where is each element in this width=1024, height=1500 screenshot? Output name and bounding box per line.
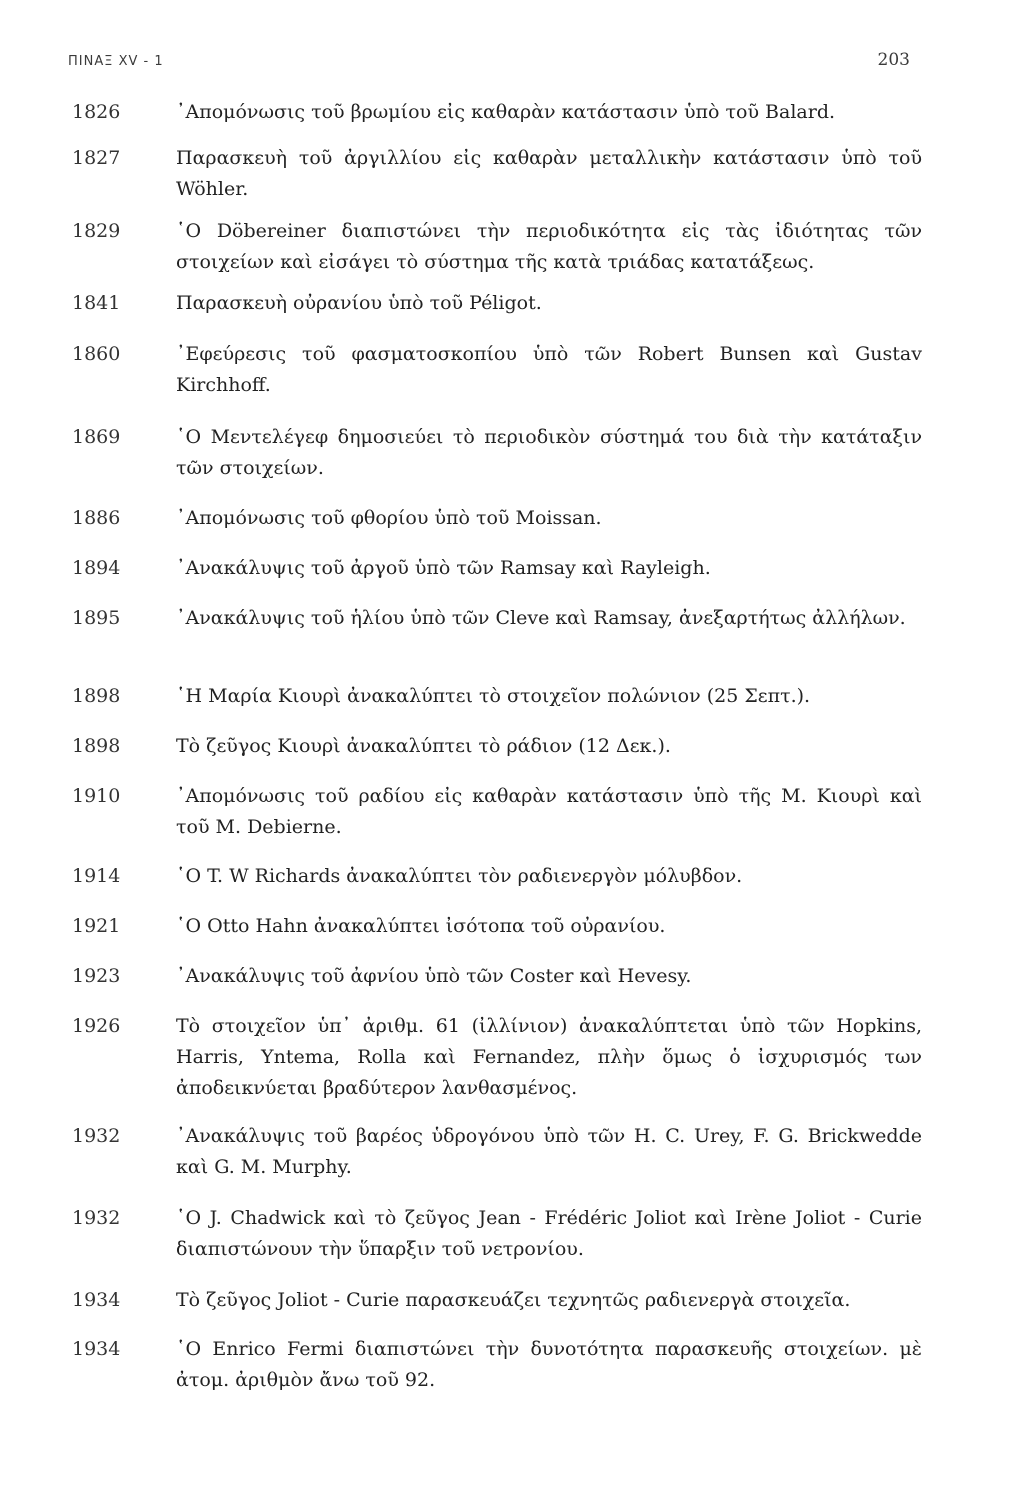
timeline-entry: [72, 861, 922, 892]
entry-text: ῾Ο J. Chadwick καὶ τὸ ζεῦγος Jean - Frédéric Joliot καὶ Irène Joliot - Curie διαπιστώνουν τὴν ὕπαρξιν τοῦ νετρονίου.: [176, 1207, 922, 1260]
entry-text: ᾿Ανακάλυψις τοῦ ἀφνίου ὑπὸ τῶν Coster καὶ Hevesy.: [176, 965, 692, 987]
entry-year: 1841: [72, 292, 121, 314]
timeline-entry: [72, 1334, 922, 1396]
entry-text: ῾Ο Döbereiner διαπιστώνει τὴν περιοδικότητα εἰς τὰς ἰδιότητας τῶν στοιχείων καὶ εἰσάγει τὸ σύστημα τῆς κατὰ τριάδας κατατάξεως.: [176, 220, 922, 273]
entry-year: 1934: [72, 1289, 121, 1311]
entry-year: 1898: [72, 735, 121, 757]
timeline-entry: [72, 553, 922, 584]
timeline-entry: [72, 216, 922, 278]
entry-year: 1860: [72, 343, 121, 365]
entry-year: 1898: [72, 685, 121, 707]
entry-year: 1826: [72, 101, 121, 123]
entry-text: ᾿Ανακάλυψις τοῦ ἡλίου ὑπὸ τῶν Cleve καὶ Ramsay, ἀνεξαρτήτως ἀλλήλων.: [176, 607, 906, 629]
entry-year: 1886: [72, 507, 121, 529]
timeline-entry: [72, 1121, 922, 1183]
entry-text: Παρασκευὴ τοῦ ἀργιλλίου εἰς καθαρὰν μεταλλικὴν κατάστασιν ὑπὸ τοῦ Wöhler.: [176, 147, 922, 200]
entry-text: Παρασκευὴ οὐρανίου ὑπὸ τοῦ Péligot.: [176, 292, 542, 314]
timeline-entry: [72, 339, 922, 401]
timeline-entry: [72, 1285, 922, 1316]
entry-year: 1829: [72, 220, 121, 242]
timeline-entry: [72, 1203, 922, 1265]
timeline-entry: [72, 961, 922, 992]
entry-year: 1910: [72, 785, 121, 807]
entry-year: 1827: [72, 147, 121, 169]
timeline-entry: [72, 1011, 922, 1104]
entry-year: 1932: [72, 1125, 121, 1147]
entry-year: 1869: [72, 426, 121, 448]
entry-year: 1914: [72, 865, 121, 887]
timeline-entry: [72, 731, 922, 762]
entry-text: ᾿Ανακάλυψις τοῦ βαρέος ὑδρογόνου ὑπὸ τῶν H. C. Urey, F. G. Brickwedde καὶ G. M. Murphy.: [176, 1125, 922, 1178]
entry-text: ᾿Εφεύρεσις τοῦ φασματοσκοπίου ὑπὸ τῶν Robert Bunsen καὶ Gustav Kirchhoff.: [176, 343, 922, 396]
timeline-entry: [72, 911, 922, 942]
entry-text: ᾿Ανακάλυψις τοῦ ἀργοῦ ὑπὸ τῶν Ramsay καὶ Rayleigh.: [176, 557, 711, 579]
entry-text: ῾Ο T. W Richards ἀνακαλύπτει τὸν ραδιενεργὸν μόλυβδον.: [176, 865, 743, 887]
timeline-entry: [72, 781, 922, 843]
entry-text: Τὸ ζεῦγος Joliot - Curie παρασκευάζει τεχνητῶς ραδιενεργὰ στοιχεῖα.: [176, 1289, 851, 1311]
entry-year: 1926: [72, 1015, 121, 1037]
entry-year: 1923: [72, 965, 121, 987]
entry-text: ῾Ο Μεντελέγεφ δημοσιεύει τὸ περιοδικὸν σύστημά του διὰ τὴν κατάταξιν τῶν στοιχείων.: [176, 426, 922, 479]
timeline-entry: [72, 603, 922, 634]
entry-text: Τὸ ζεῦγος Κιουρὶ ἀνακαλύπτει τὸ ράδιον (12 Δεκ.).: [176, 735, 671, 757]
entry-text: ῾Η Μαρία Κιουρὶ ἀνακαλύπτει τὸ στοιχεῖον πολώνιον (25 Σεπτ.).: [176, 685, 811, 707]
entry-text: ᾿Απομόνωσις τοῦ ραδίου εἰς καθαρὰν κατάστασιν ὑπὸ τῆς Μ. Κιουρὶ καὶ τοῦ Μ. Debierne.: [176, 785, 922, 838]
entry-text: Τὸ στοιχεῖον ὑπ᾿ ἀριθμ. 61 (ἰλλίνιον) ἀνακαλύπτεται ὑπὸ τῶν Hopkins, Harris, Yntema, Rolla καὶ Fernandez, πλὴν ὅμως ὁ ἰσχυρισμός των ἀποδεικνύεται βραδύτερον λανθασμένος.: [176, 1015, 922, 1099]
entry-year: 1894: [72, 557, 121, 579]
entry-text: ῾Ο Otto Hahn ἀνακαλύπτει ἰσότοπα τοῦ οὐρανίου.: [176, 915, 666, 937]
entry-year: 1934: [72, 1338, 121, 1360]
entry-year: 1921: [72, 915, 121, 937]
entry-year: 1895: [72, 607, 121, 629]
entry-year: 1932: [72, 1207, 121, 1229]
page-number: 203: [877, 50, 910, 70]
timeline-entry: [72, 681, 922, 712]
entry-text: ᾿Απομόνωσις τοῦ βρωμίου εἰς καθαρὰν κατάστασιν ὑπὸ τοῦ Balard.: [176, 101, 836, 123]
timeline-entry: [72, 97, 922, 128]
page-header: [68, 50, 910, 74]
timeline-entry: [72, 143, 922, 205]
table-label: ΠΙΝΑΞ XV - 1: [68, 54, 164, 69]
timeline-entry: [72, 422, 922, 484]
timeline-entry: [72, 288, 922, 319]
entry-text: ᾿Απομόνωσις τοῦ φθορίου ὑπὸ τοῦ Moissan.: [176, 507, 602, 529]
timeline-entry: [72, 503, 922, 534]
entry-text: ῾Ο Enrico Fermi διαπιστώνει τὴν δυνοτότητα παρασκευῆς στοιχείων. μὲ ἀτομ. ἀριθμὸν ἄνω τοῦ 92.: [176, 1338, 922, 1391]
